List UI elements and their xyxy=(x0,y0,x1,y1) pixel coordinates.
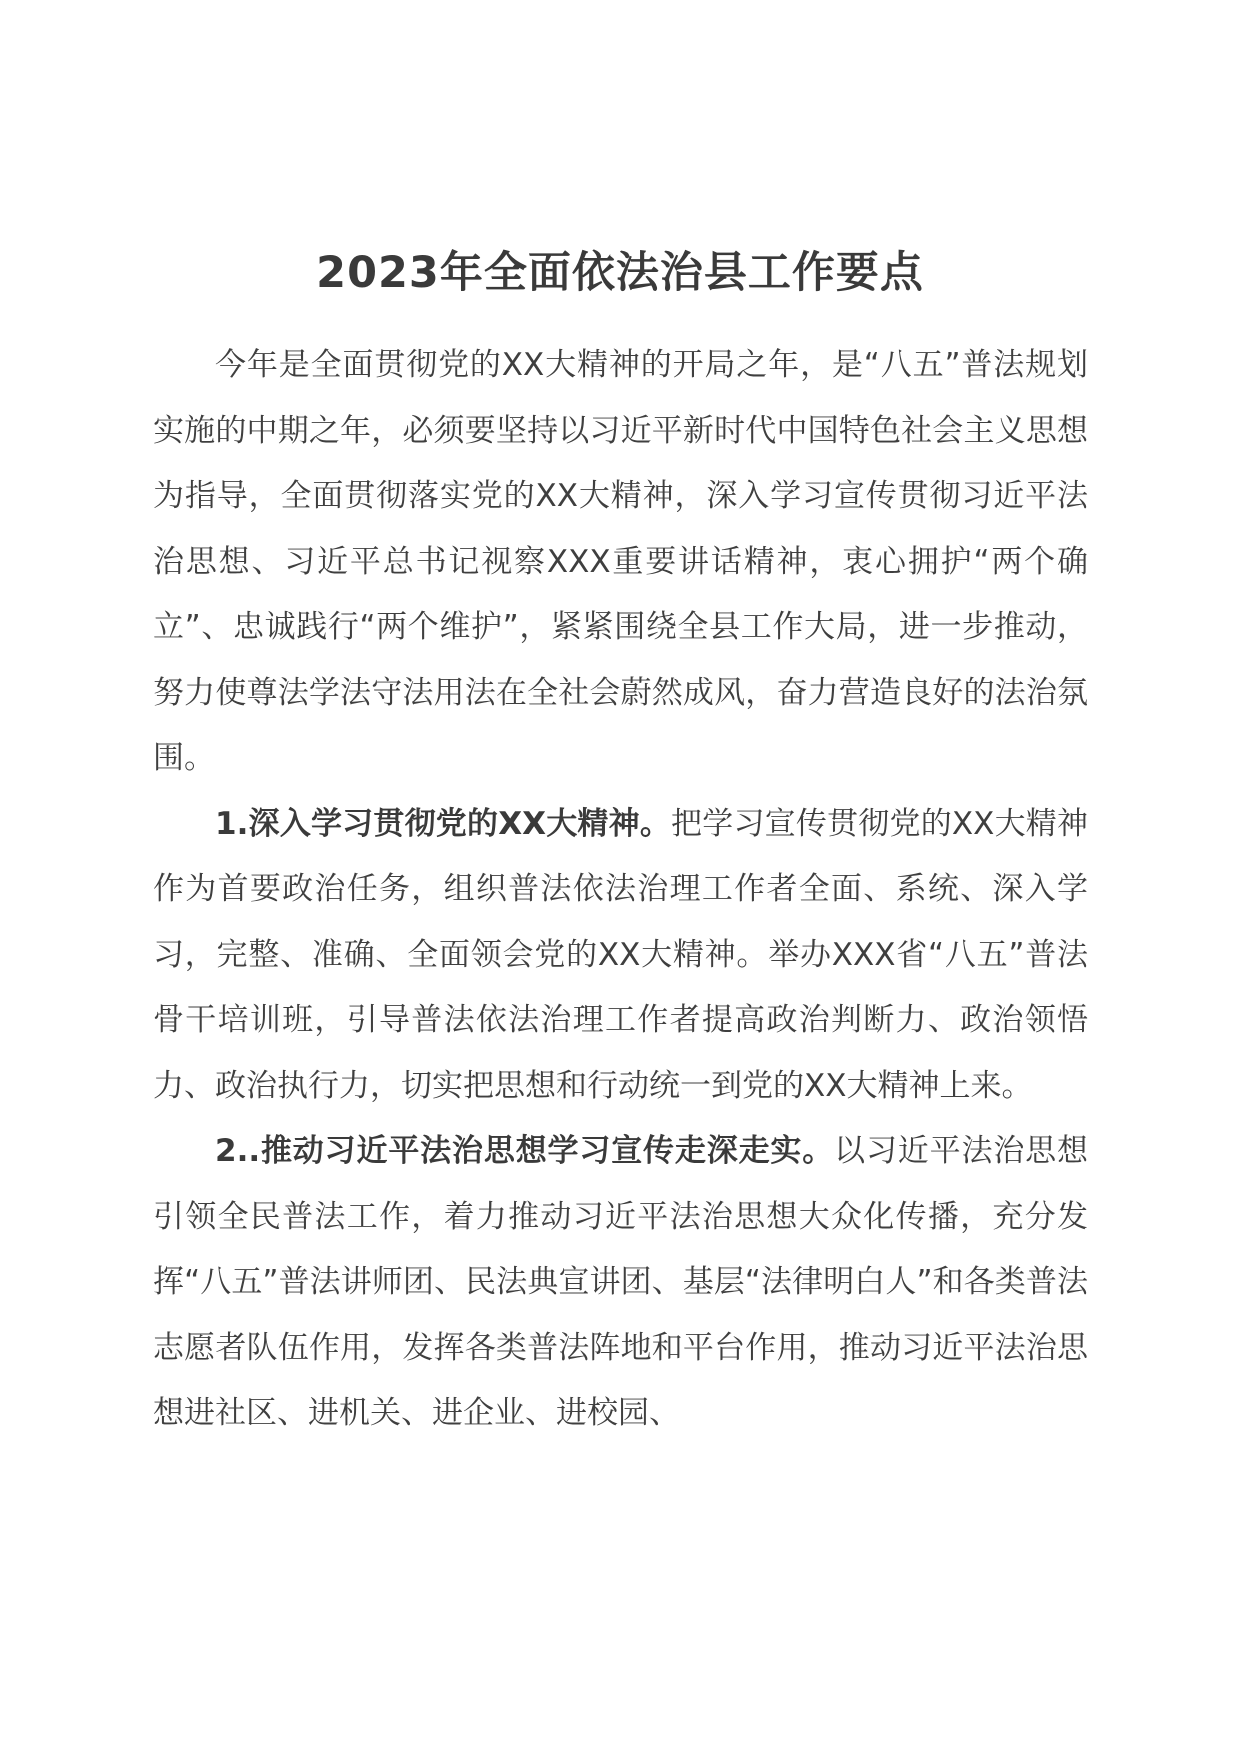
section-paragraph-1 xyxy=(153,792,1088,1120)
section-text-1: 把学习宣传贯彻党的XX大精神作为首要政治任务，组织普法依法治理工作者全面、系统、深入学习，完整、准确、全面领会党的XX大精神。举办XXX省“八五”普法骨干培训班，引导普法依法治理工作者提高政治判断力、政治领悟力、政治执行力，切实把思想和行动统一到党的XX大精神上来。 xyxy=(153,805,1088,1104)
document-body xyxy=(153,333,1088,1447)
intro-paragraph: 今年是全面贯彻党的XX大精神的开局之年，是“八五”普法规划实施的中期之年，必须要坚持以习近平新时代中国特色社会主义思想为指导，全面贯彻落实党的XX大精神，深入学习宣传贯彻习近平法治思想、习近平总书记视察XXX重要讲话精神，衷心拥护“两个确立”、忠诚践行“两个维护”，紧紧围绕全县工作大局，进一步推动，努力使尊法学法守法用法在全社会蔚然成风，奋力营造良好的法治氛围。 xyxy=(153,347,1088,776)
section-heading-1: 1.深入学习贯彻党的XX大精神。 xyxy=(215,805,672,842)
section-heading-2: 2..推动习近平法治思想学习宣传走深走实。 xyxy=(215,1133,835,1169)
section-paragraph-2 xyxy=(153,1119,1088,1447)
section-text-2: 以习近平法治思想引领全民普法工作，着力推动习近平法治思想大众化传播，充分发挥“八五”普法讲师团、民法典宣讲团、基层“法律明白人”和各类普法志愿者队伍作用，发挥各类普法阵地和平台作用，推动习近平法治思想进社区、进机关、进企业、进校园、 xyxy=(153,1133,1088,1431)
document-title: 2023年全面依法治县工作要点 xyxy=(316,248,924,298)
